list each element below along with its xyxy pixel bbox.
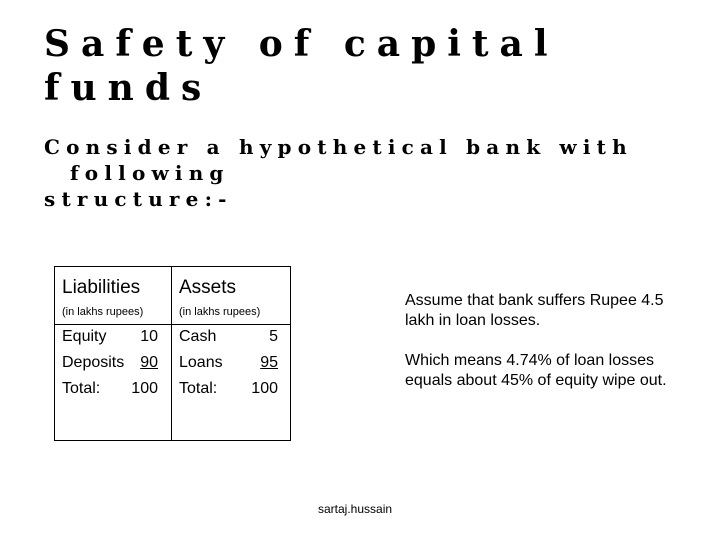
liabilities-unit: (in lakhs rupees) — [62, 306, 144, 318]
title-line-2: funds — [44, 67, 213, 109]
title-line-1: Safety of capital — [44, 23, 559, 65]
slide-subtitle — [44, 134, 684, 212]
assets-header: Assets — [179, 277, 237, 298]
balance-sheet-table — [54, 266, 291, 441]
loss-note — [405, 291, 675, 391]
note-paragraph-1: Assume that bank suffers Rupee 4.5 lakh in loan losses. — [405, 292, 664, 329]
note-spacer — [405, 331, 675, 351]
row-divider — [55, 324, 290, 325]
liabilities-header: Liabilities — [62, 277, 141, 298]
liability-label-equity: Equity — [62, 328, 107, 345]
asset-label-cash: Cash — [179, 328, 217, 345]
assets-unit: (in lakhs rupees) — [179, 306, 261, 318]
liability-value-total: 100 — [131, 380, 158, 397]
liability-value-equity: 10 — [140, 328, 158, 345]
liability-value-deposits: 90 — [140, 354, 158, 371]
subtitle-line-3: structure:- — [44, 187, 233, 211]
footer-author: sartaj.hussain — [318, 502, 393, 516]
asset-label-loans: Loans — [179, 354, 223, 371]
slide-title — [44, 22, 704, 110]
liability-label-deposits: Deposits — [62, 354, 125, 371]
column-divider — [171, 267, 172, 440]
asset-value-cash: 5 — [269, 328, 278, 345]
note-paragraph-2: Which means 4.74% of loan losses equals about 45% of equity wipe out. — [405, 352, 667, 389]
subtitle-line-1: Consider a hypothetical bank with — [44, 135, 633, 159]
asset-label-total: Total: — [179, 380, 218, 397]
liability-label-total: Total: — [62, 380, 101, 397]
asset-value-loans: 95 — [260, 354, 278, 371]
asset-value-total: 100 — [251, 380, 278, 397]
subtitle-line-2: following — [70, 161, 230, 185]
